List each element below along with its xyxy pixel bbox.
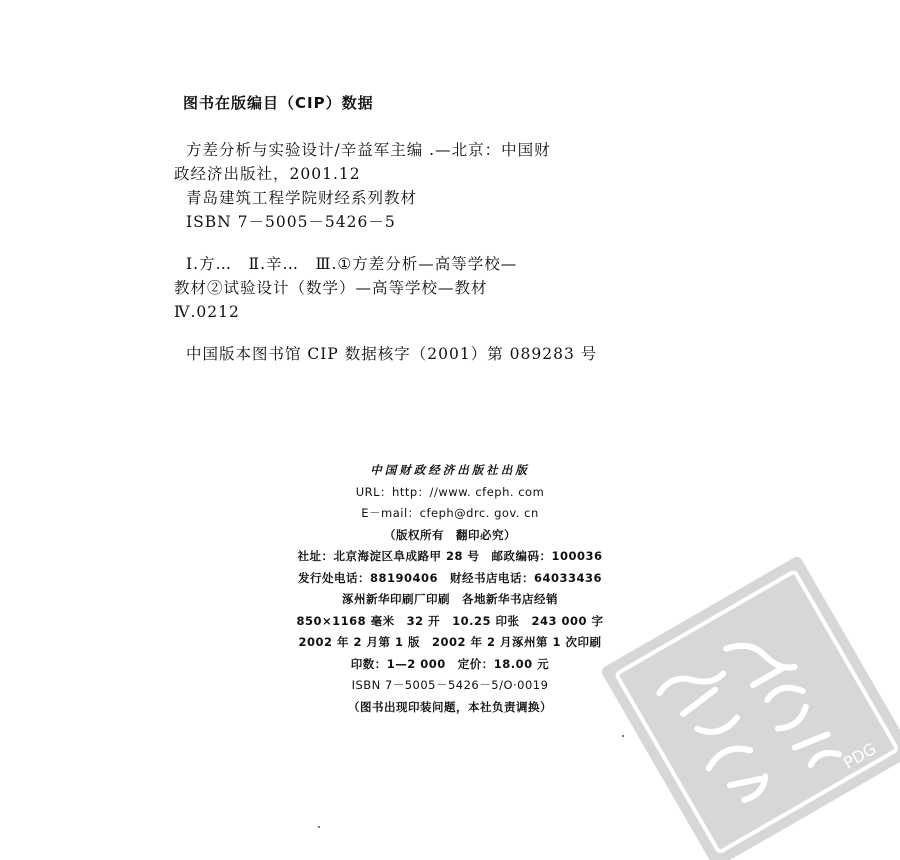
cip-publisher-line: 政经济出版社，2001.12 [174,165,361,183]
quality-notice: （图书出现印装问题，本社负责调换） [348,699,552,714]
edition-info: 2002 年 2 月第 1 版 2002 年 2 月涿州第 1 次印刷 [298,635,602,649]
full-isbn: ISBN 7－5005－5426－5/O·0019 [351,678,549,692]
cip-subject-line-continued: 教材②试验设计（数学）—高等学校—教材 [174,279,488,297]
publisher-email: E－mail：cfeph@drc. gov. cn [361,506,539,520]
cip-subject-line: Ⅰ.方… Ⅱ.辛… Ⅲ.①方差分析—高等学校— [186,255,518,273]
print-run: 印数：1—2 000 定价：18.00 元 [350,656,550,671]
rights-notice: （版权所有 翻印必究） [384,527,516,542]
publisher-phones: 发行处电话：88190406 财经书店电话：64033436 [297,570,603,585]
cip-isbn-line: ISBN 7－5005－5426－5 [186,213,396,231]
cip-record [174,138,764,366]
cip-heading: 图书在版编目（CIP）数据 [183,94,374,112]
publisher-address: 社址：北京海淀区阜成路甲 28 号 邮政编码：100036 [297,549,603,563]
book-specs: 850×1168 毫米 32 开 10.25 印张 243 000 字 [296,613,604,628]
publisher-url: URL：http：//www. cfeph. com [355,484,545,499]
printer-info: 涿州新华印刷厂印刷 各地新华书店经销 [342,592,558,606]
scan-speck [318,826,320,828]
cip-verification-line: 中国版本图书馆 CIP 数据核字（2001）第 089283 号 [186,345,598,363]
cip-classification-line: Ⅳ.0212 [174,303,240,321]
spacer [174,324,764,342]
cip-title-line: 方差分析与实验设计/辛益军主编 .—北京：中国财 [186,141,551,159]
seal-stamp-icon [600,560,900,860]
cip-series-line: 青岛建筑工程学院财经系列教材 [186,189,418,207]
scan-speck [622,735,624,737]
stamp-label: PDG [840,738,880,773]
publisher-name: 中国财政经济出版社出版 [370,463,530,477]
spacer [174,234,764,252]
